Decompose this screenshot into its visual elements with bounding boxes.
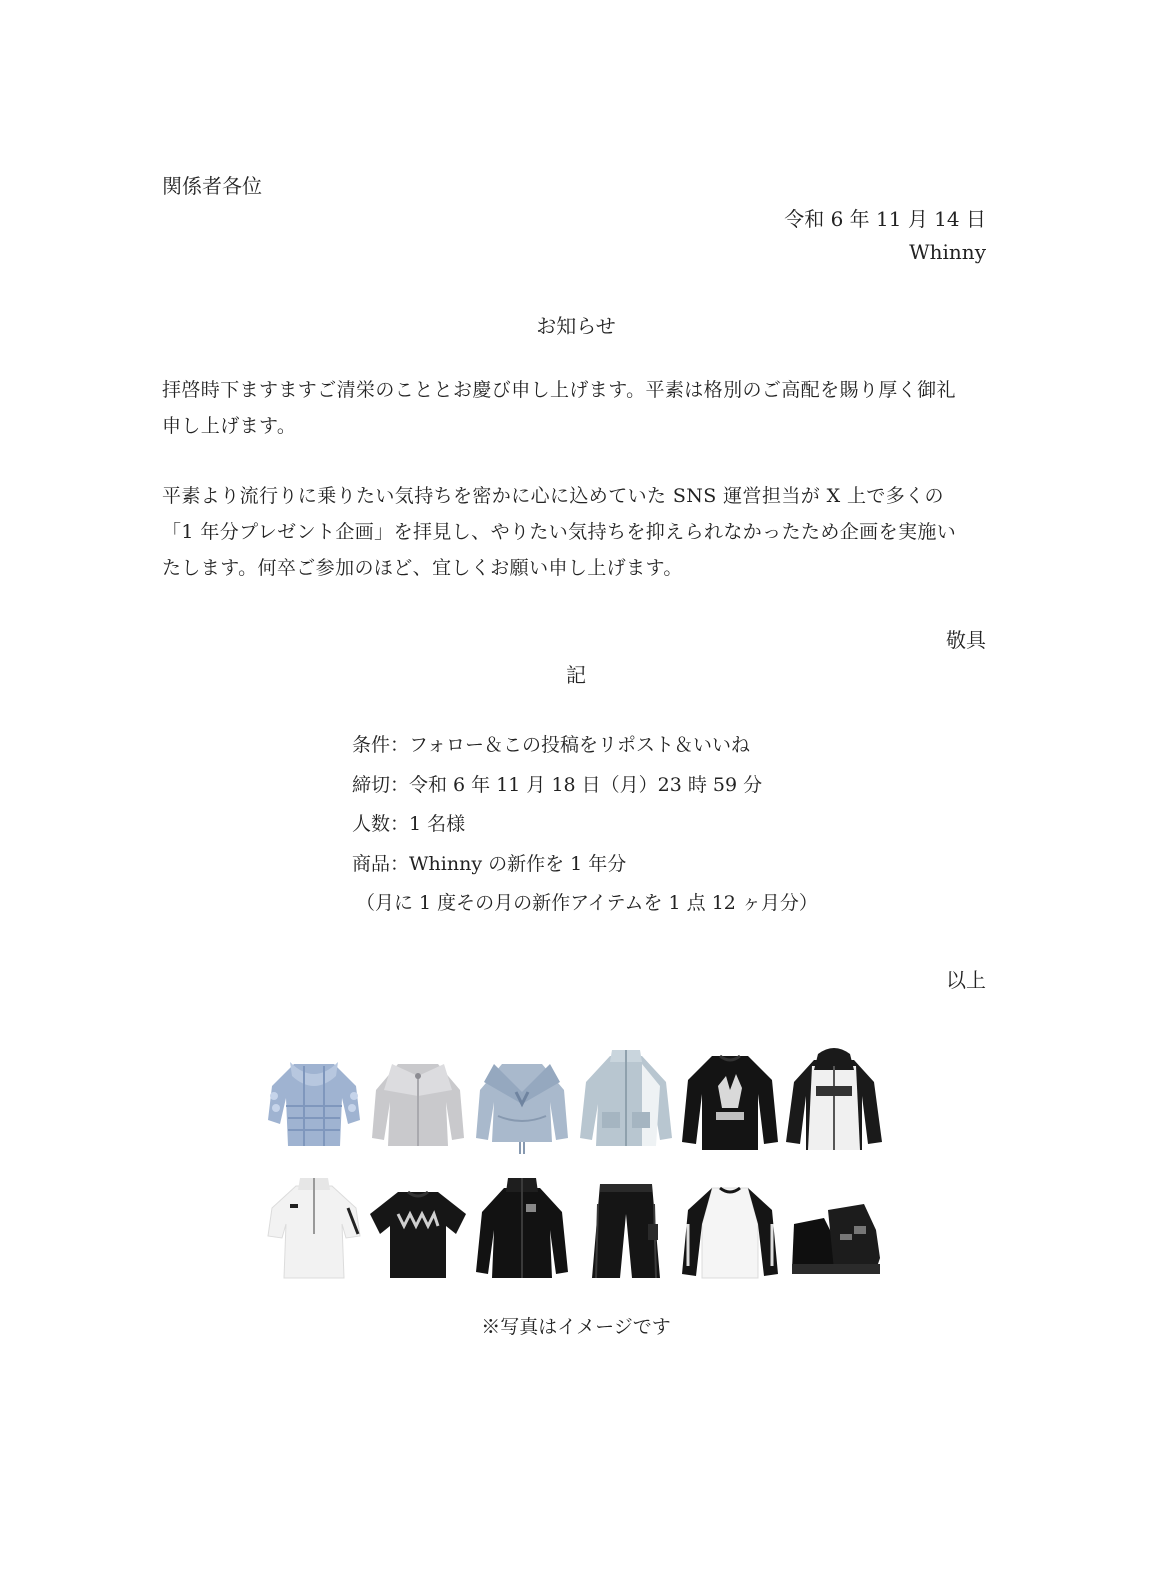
product-image bbox=[368, 1174, 468, 1284]
document-title: お知らせ bbox=[536, 314, 616, 338]
black-logo-tshirt-icon bbox=[368, 1174, 468, 1284]
white-half-zip-top-icon bbox=[264, 1174, 364, 1284]
product-image bbox=[784, 1174, 884, 1284]
blue-check-ruffle-blouse-icon bbox=[264, 1046, 364, 1156]
product-image bbox=[680, 1174, 780, 1284]
ending-ijou: 以上 bbox=[946, 968, 986, 992]
white-raglan-longsleeve-icon bbox=[680, 1174, 780, 1284]
prize-note-line: （月に 1 度その月の新作アイテムを 1 点 12 ヶ月分） bbox=[356, 892, 818, 914]
black-velour-pants-icon bbox=[576, 1174, 676, 1284]
product-image bbox=[576, 1046, 676, 1156]
product-image bbox=[576, 1174, 676, 1284]
winners-line: 人数：1 名様 bbox=[352, 813, 466, 835]
black-white-zip-hoodie-icon bbox=[784, 1046, 884, 1156]
body-line: 「1 年分プレゼント企画」を拝見し、やりたい気持ちを抑えられなかったため企画を実施い bbox=[162, 521, 957, 543]
grey-cape-collar-blouse-icon bbox=[368, 1046, 468, 1156]
light-blue-track-jacket-icon bbox=[576, 1046, 676, 1156]
body-line: 平素より流行りに乗りたい気持ちを密かに心に込めていた SNS 運営担当が X 上で多くの bbox=[162, 485, 944, 507]
condition-line: 条件：フォロー＆この投稿をリポスト＆いいね bbox=[352, 734, 751, 756]
product-image bbox=[472, 1174, 572, 1284]
greeting-line: 拝啓時下ますますご清栄のこととお慶び申し上げます。平素は格別のご高配を賜り厚く御礼 bbox=[162, 379, 956, 401]
closing-keigu: 敬具 bbox=[946, 628, 986, 652]
product-image bbox=[264, 1174, 364, 1284]
greeting-line: 申し上げます。 bbox=[162, 415, 297, 437]
product-image bbox=[784, 1046, 884, 1156]
product-image bbox=[368, 1046, 468, 1156]
black-velour-jacket-icon bbox=[472, 1174, 572, 1284]
deadline-line: 締切：令和 6 年 11 月 18 日（月）23 時 59 分 bbox=[352, 773, 763, 796]
product-image bbox=[472, 1046, 572, 1156]
addressee: 関係者各位 bbox=[162, 174, 262, 198]
document-date: 令和 6 年 11 月 14 日 bbox=[784, 207, 986, 231]
blue-sailor-blouse-icon bbox=[472, 1046, 572, 1156]
product-image bbox=[264, 1046, 364, 1156]
ki-heading: 記 bbox=[566, 663, 586, 687]
sender-name: Whinny bbox=[909, 240, 986, 264]
photo-caption: ※写真はイメージです bbox=[481, 1316, 671, 1338]
black-platform-boots-icon bbox=[784, 1174, 884, 1284]
conditions-list bbox=[352, 726, 818, 924]
product-image bbox=[680, 1046, 780, 1156]
body-paragraph bbox=[162, 478, 992, 586]
body-line: たします。何卒ご参加のほど、宜しくお願い申し上げます。 bbox=[162, 557, 683, 579]
black-graphic-longsleeve-icon bbox=[680, 1046, 780, 1156]
greeting-paragraph bbox=[162, 372, 992, 444]
product-photo-grid bbox=[264, 1046, 888, 1286]
prize-line: 商品：Whinny の新作を 1 年分 bbox=[352, 852, 627, 875]
